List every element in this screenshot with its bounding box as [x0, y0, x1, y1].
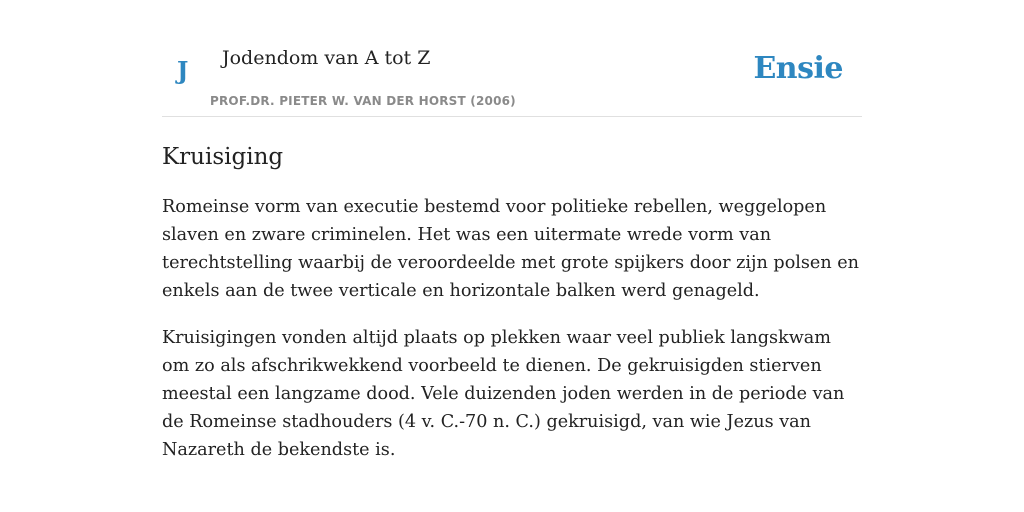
- book-title-link[interactable]: Jodendom van A tot Z: [222, 47, 431, 69]
- book-header: [162, 0, 862, 117]
- ensie-logo-link[interactable]: Ensie: [753, 51, 843, 86]
- entry-paragraph-2: Kruisigingen vonden altijd plaats op plekken waar veel publiek langskwam om zo als afschrikwekkend voorbeeld te dienen. De gekruisigden stierven meestal een langzame dood. Vele duizenden joden werden in de periode van de Romeinse stadhouders (4 v. C.-70 n. C.) gekruisigd, van wie Jezus van Nazareth de bekendste is.: [162, 328, 845, 460]
- book-author: PROF.DR. PIETER W. VAN DER HORST (2006): [210, 94, 516, 108]
- entry-title: Kruisiging: [162, 144, 284, 170]
- entry-paragraph-1: Romeinse vorm van executie bestemd voor politieke rebellen, weggelopen slaven en zware criminelen. Het was een uitermate wrede vorm van terechtstelling waarbij de veroordeelde met grote spijkers door zijn polsen en enkels aan de twee verticale en horizontale balken werd genageld.: [162, 197, 860, 301]
- book-letter-icon[interactable]: J: [177, 56, 189, 85]
- page-container: [162, 0, 862, 464]
